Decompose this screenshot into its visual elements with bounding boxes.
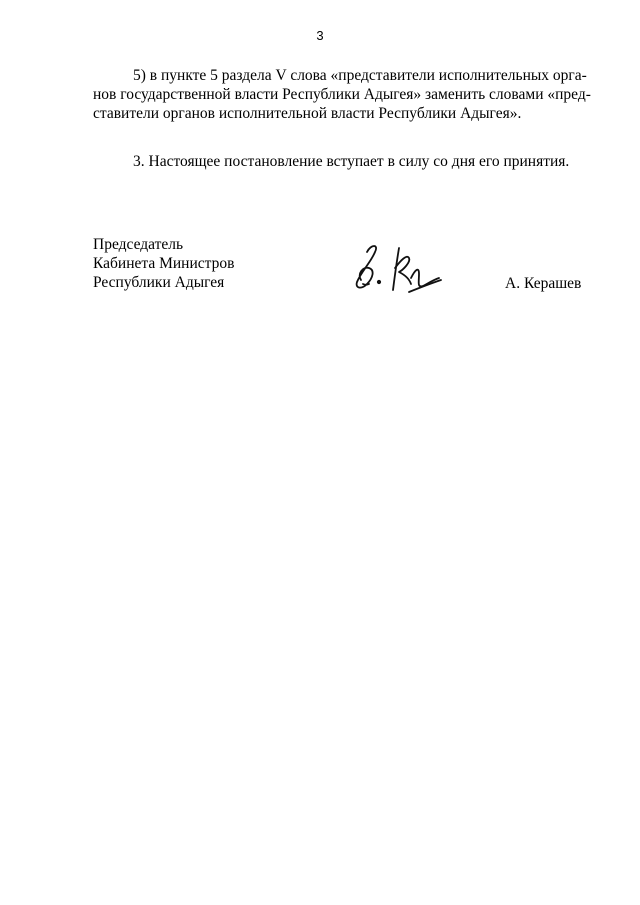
amendment-item-5-line: 5) в пункте 5 раздела V слова «представители исполнительных орга- xyxy=(133,67,587,84)
signatory-position-line: Республики Адыгея xyxy=(93,274,225,291)
handwritten-signature xyxy=(345,238,445,300)
signatory-position-line: Кабинета Министров xyxy=(93,255,235,272)
effective-date-text: 3. Настоящее постановление вступает в силу со дня его принятия. xyxy=(133,153,570,170)
effective-date-clause xyxy=(133,152,580,171)
signatory-name: А. Керашев xyxy=(505,275,582,292)
amendment-item-5-line: ставители органов исполнительной власти Республики Адыгея». xyxy=(93,105,522,122)
amendment-item-5 xyxy=(93,66,591,123)
signatory-position-line: Председатель xyxy=(93,236,184,253)
signatory-position xyxy=(93,235,234,292)
page-number: 3 xyxy=(316,28,324,43)
amendment-item-5-line: нов государственной власти Республики Адыгея» заменить словами «пред- xyxy=(93,86,591,103)
